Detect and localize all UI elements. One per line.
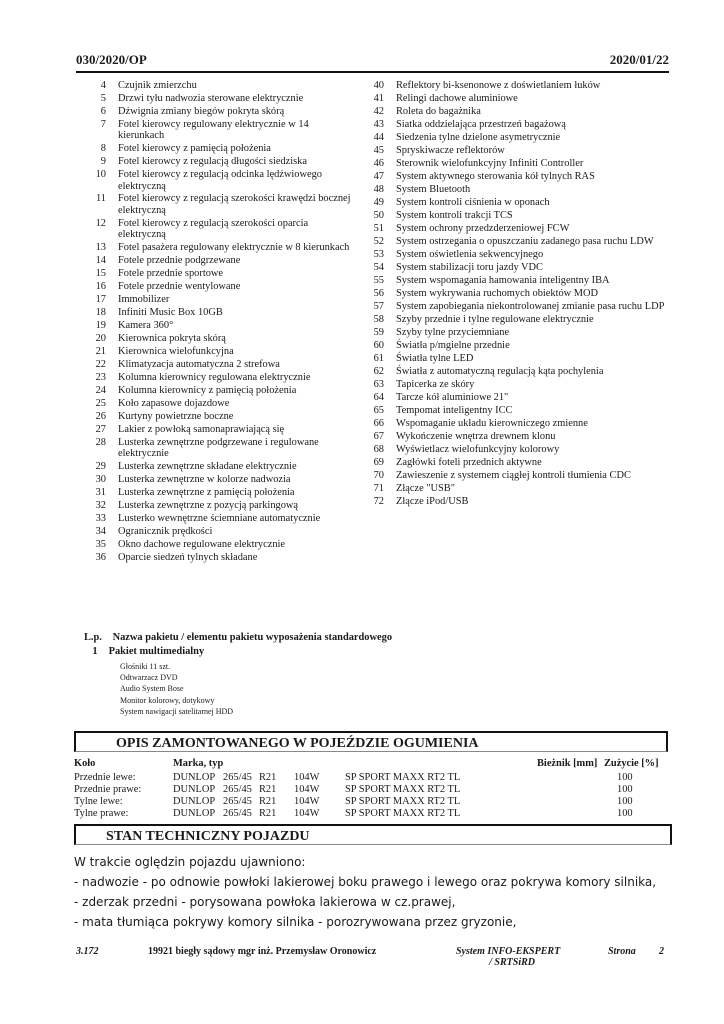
- equipment-item: [84, 268, 354, 279]
- equipment-item: [362, 379, 672, 390]
- equipment-item: [362, 236, 672, 247]
- equipment-item-text: Światła p/mgielne przednie: [396, 339, 510, 351]
- equipment-item: [84, 106, 354, 117]
- equipment-item: [362, 470, 672, 481]
- equipment-item: [84, 255, 354, 266]
- equipment-item-number: 69: [373, 456, 384, 468]
- equipment-item-text: Drzwi tyłu nadwozia sterowane elektrycznie: [118, 92, 304, 104]
- document-number: 030/2020/OP: [76, 52, 147, 67]
- equipment-item-number: 21: [95, 345, 106, 357]
- equipment-item: [362, 392, 672, 403]
- equipment-item-text: Dźwignia zmiany biegów pokryta skórą: [118, 105, 285, 117]
- equipment-item-text: Reflektory bi-ksenonowe z doświetlaniem łuków: [396, 80, 601, 91]
- equipment-item-text: Ogranicznik prędkości: [118, 526, 213, 538]
- equipment-item-text: Zagłówki foteli przednich aktywne: [396, 456, 542, 468]
- equipment-item-number: 10: [95, 169, 106, 181]
- equipment-item-text: Lusterka zewnętrzne składane elektrycznie: [118, 461, 297, 473]
- equipment-item-text: Fotel kierowcy z regulacją szerokości krawędzi bocznej elektryczną: [118, 193, 351, 216]
- equipment-item-text: System ochrony przedzderzeniowej FCW: [396, 222, 570, 234]
- equipment-item: [84, 424, 354, 435]
- equipment-item: [362, 145, 672, 156]
- tire-rim: R21: [259, 796, 277, 807]
- page-header: [76, 52, 669, 70]
- equipment-item: [84, 143, 354, 154]
- equipment-item-number: 53: [373, 248, 384, 260]
- equipment-item-number: 63: [373, 378, 384, 390]
- equipment-item: [362, 262, 672, 273]
- technical-state-findings: [74, 852, 674, 932]
- equipment-item: [84, 359, 354, 370]
- tires-table-body: [74, 772, 668, 820]
- equipment-item: [362, 132, 672, 143]
- equipment-item-text: Lusterka zewnętrzne z pamięcią położenia: [118, 487, 295, 499]
- equipment-item-number: 55: [373, 274, 384, 286]
- equipment-item: [362, 249, 672, 260]
- equipment-list-left: [84, 80, 354, 565]
- equipment-item-number: 7: [100, 118, 106, 130]
- equipment-item: [84, 552, 354, 563]
- equipment-item: [84, 169, 354, 192]
- equipment-item-number: 15: [95, 268, 106, 280]
- tire-load-index: 104W: [294, 772, 320, 783]
- package-items: [120, 661, 233, 717]
- tire-row: [74, 772, 668, 784]
- equipment-item-text: Szyby tylne przyciemniane: [396, 326, 510, 338]
- equipment-item-number: 28: [95, 436, 106, 448]
- equipment-item-number: 31: [95, 487, 106, 499]
- equipment-item-text: Fotel kierowcy z regulacją odcinka lędźwiowego elektryczną: [118, 169, 322, 192]
- equipment-item-number: 8: [100, 143, 106, 155]
- equipment-item-text: System Bluetooth: [396, 183, 471, 195]
- equipment-item-text: Lusterka zewnętrzne w kolorze nadwozia: [118, 474, 291, 486]
- equipment-item-text: Lusterko wewnętrzne ściemniane automatycznie: [118, 513, 321, 525]
- equipment-item: [84, 156, 354, 167]
- equipment-item-number: 68: [373, 443, 384, 455]
- tire-size: 265/45: [223, 772, 252, 783]
- tire-wear: 100: [617, 796, 633, 807]
- equipment-item: [84, 93, 354, 104]
- equipment-item-number: 50: [373, 209, 384, 221]
- technical-state-title-box: [74, 824, 672, 845]
- equipment-item-text: Złącze "USB": [396, 482, 455, 494]
- tire-model: SP SPORT MAXX RT2 TL: [345, 772, 461, 783]
- equipment-item-number: 25: [95, 397, 106, 409]
- equipment-item: [362, 483, 672, 494]
- equipment-item-text: Kurtyny powietrzne boczne: [118, 410, 234, 422]
- equipment-item-text: Światła tylne LED: [396, 352, 474, 364]
- equipment-item-number: 56: [373, 287, 384, 299]
- equipment-item-text: System kontroli trakcji TCS: [396, 209, 513, 221]
- equipment-item-number: 54: [373, 261, 384, 273]
- tires-section-title-box: [74, 731, 668, 752]
- equipment-item-number: 30: [95, 474, 106, 486]
- equipment-item-number: 5: [100, 92, 106, 104]
- equipment-item: [84, 333, 354, 344]
- equipment-item: [362, 275, 672, 286]
- equipment-item-text: System wspomagania hamowania inteligentny IBA: [396, 274, 610, 286]
- packages-lp-label: L.p.: [84, 632, 102, 643]
- equipment-item: [84, 242, 354, 253]
- finding-line: W trakcie oględzin pojazdu ujawniono:: [74, 855, 306, 869]
- tire-brand: DUNLOP: [173, 796, 216, 807]
- equipment-item-number: 42: [373, 105, 384, 117]
- tire-rim: R21: [259, 784, 277, 795]
- equipment-item-number: 58: [373, 313, 384, 325]
- equipment-item: [84, 526, 354, 537]
- equipment-item-number: 23: [95, 371, 106, 383]
- equipment-item: [84, 487, 354, 498]
- equipment-item-text: Fotele przednie podgrzewane: [118, 255, 241, 267]
- equipment-list-right: [362, 80, 672, 508]
- equipment-item-text: System ostrzegania o opuszczaniu zadanego pasa ruchu LDW: [396, 235, 654, 247]
- equipment-item-number: 48: [373, 183, 384, 195]
- equipment-item-number: 70: [373, 469, 384, 481]
- equipment-item-text: Siedzenia tylne dzielone asymetrycznie: [396, 131, 561, 143]
- equipment-item-number: 11: [95, 193, 106, 205]
- tire-size: 265/45: [223, 796, 252, 807]
- equipment-item: [84, 500, 354, 511]
- equipment-item-text: Szyby przednie i tylne regulowane elektrycznie: [396, 313, 594, 325]
- equipment-item: [362, 496, 672, 507]
- equipment-item: [84, 398, 354, 409]
- equipment-item-text: Spryskiwacze reflektorów: [396, 144, 505, 156]
- footer-page-number: 2: [659, 946, 664, 957]
- equipment-item-text: System stabilizacji toru jazdy VDC: [396, 261, 543, 273]
- packages-name-label: Nazwa pakietu / elementu pakietu wyposażenia standardowego: [112, 632, 393, 643]
- tire-rim: R21: [259, 808, 277, 819]
- footer-page-label: Strona: [608, 946, 636, 957]
- equipment-item: [362, 197, 672, 208]
- equipment-item: [362, 418, 672, 429]
- equipment-item: [84, 80, 354, 91]
- equipment-item-number: 24: [95, 384, 106, 396]
- equipment-item: [362, 223, 672, 234]
- finding-line: - mata tłumiąca pokrywy komory silnika - porozrywowana przez gryzonie,: [74, 915, 517, 929]
- equipment-item-number: 14: [95, 255, 106, 267]
- equipment-item-number: 43: [373, 118, 384, 130]
- equipment-item-number: 47: [373, 170, 384, 182]
- equipment-item: [84, 119, 354, 142]
- equipment-item-text: System wykrywania ruchomych obiektów MOD: [396, 287, 599, 299]
- equipment-item: [362, 288, 672, 299]
- equipment-item-text: Lusterka zewnętrzne podgrzewane i regulowane elektrycznie: [118, 436, 319, 460]
- equipment-item: [84, 372, 354, 383]
- equipment-item-number: 19: [95, 319, 106, 331]
- equipment-item-number: 13: [95, 242, 106, 254]
- equipment-item-number: 67: [373, 430, 384, 442]
- equipment-item-text: Kolumna kierownicy regulowana elektrycznie: [118, 371, 311, 383]
- equipment-item-text: Fotel kierowcy regulowany elektrycznie w 14 kierunkach: [118, 118, 309, 142]
- equipment-item-number: 52: [373, 235, 384, 247]
- equipment-item-number: 20: [95, 332, 106, 344]
- tire-wear: 100: [617, 772, 633, 783]
- equipment-item-text: Sterownik wielofunkcyjny Infiniti Controller: [396, 157, 584, 169]
- equipment-item-text: Wykończenie wnętrza drewnem klonu: [396, 430, 556, 442]
- equipment-item-text: Fotel pasażera regulowany elektrycznie w 8 kierunkach: [118, 242, 350, 254]
- equipment-item-number: 66: [373, 417, 384, 429]
- tire-brand: DUNLOP: [173, 784, 216, 795]
- equipment-item-text: Klimatyzacja automatyczna 2 strefowa: [118, 358, 280, 370]
- finding-line: - zderzak przedni - porysowana powłoka lakierowa w cz.prawej,: [74, 895, 456, 909]
- equipment-item-number: 46: [373, 157, 384, 169]
- package-item: Głośniki 11 szt.: [120, 662, 171, 671]
- equipment-item-number: 33: [95, 513, 106, 525]
- footer-code: 3.172: [76, 946, 99, 957]
- equipment-item-number: 49: [373, 196, 384, 208]
- technical-state-title: STAN TECHNICZNY POJAZDU: [106, 829, 310, 844]
- tire-brand: DUNLOP: [173, 772, 216, 783]
- package-item: Odtwarzacz DVD: [120, 673, 178, 683]
- equipment-item-number: 40: [373, 80, 384, 91]
- col-wheel-header: Koło: [74, 758, 96, 769]
- equipment-item: [84, 307, 354, 318]
- equipment-item-text: Oparcie siedzeń tylnych składane: [118, 551, 258, 563]
- equipment-item: [362, 171, 672, 182]
- equipment-item-number: 57: [373, 300, 384, 312]
- equipment-item: [362, 340, 672, 351]
- tire-wear: 100: [617, 784, 633, 795]
- packages-header: [84, 632, 392, 643]
- equipment-item-text: Koło zapasowe dojazdowe: [118, 397, 230, 409]
- footer-author: 19921 biegły sądowy mgr inż. Przemysław Oronowicz: [148, 946, 377, 957]
- equipment-item-text: System zapobiegania niekontrolowanej zmianie pasa ruchu LDP: [396, 300, 665, 312]
- package-item: System nawigacji satelitarnej HDD: [120, 706, 234, 716]
- equipment-item-text: Siatka oddzielająca przestrzeń bagażową: [396, 118, 566, 130]
- equipment-item-number: 51: [373, 222, 384, 234]
- tires-section-title: OPIS ZAMONTOWANEGO W POJEŹDZIE OGUMIENIA: [116, 736, 479, 751]
- equipment-item-text: Wspomaganie układu kierowniczego zmienne: [396, 417, 588, 429]
- equipment-item-number: 29: [95, 461, 106, 473]
- tire-wear: 100: [617, 808, 633, 819]
- equipment-item-text: Kierownica pokryta skórą: [118, 332, 226, 344]
- equipment-item: [84, 513, 354, 524]
- tire-load-index: 104W: [294, 808, 320, 819]
- equipment-item-text: Tapicerka ze skóry: [396, 378, 475, 390]
- equipment-item: [84, 320, 354, 331]
- equipment-item: [362, 444, 672, 455]
- equipment-item-number: 32: [95, 500, 106, 512]
- tire-wheel: Przednie lewe:: [74, 772, 136, 783]
- tire-brand: DUNLOP: [173, 808, 216, 819]
- tire-model: SP SPORT MAXX RT2 TL: [345, 784, 461, 795]
- equipment-item: [84, 294, 354, 305]
- equipment-item: [362, 93, 672, 104]
- equipment-item-number: 61: [373, 352, 384, 364]
- equipment-item-text: Roleta do bagażnika: [396, 105, 481, 117]
- tire-row: [74, 808, 668, 820]
- equipment-item-number: 17: [95, 293, 106, 305]
- equipment-item-text: Immobilizer: [118, 293, 170, 305]
- tire-model: SP SPORT MAXX RT2 TL: [345, 796, 461, 807]
- equipment-item: [84, 474, 354, 485]
- footer-system-line1: System INFO-EKSPERT: [456, 946, 561, 957]
- equipment-item: [84, 346, 354, 357]
- equipment-item-number: 59: [373, 326, 384, 338]
- tire-load-index: 104W: [294, 796, 320, 807]
- equipment-item-number: 62: [373, 365, 384, 377]
- equipment-item: [84, 411, 354, 422]
- equipment-item-number: 22: [95, 358, 106, 370]
- equipment-item: [362, 405, 672, 416]
- equipment-item-text: Okno dachowe regulowane elektrycznie: [118, 539, 286, 550]
- equipment-item-text: Infiniti Music Box 10GB: [118, 306, 223, 318]
- package-number: 1: [92, 646, 98, 657]
- equipment-item-text: Fotele przednie wentylowane: [118, 281, 241, 292]
- equipment-item-number: 26: [95, 410, 106, 422]
- document-date: 2020/01/22: [609, 52, 669, 67]
- tire-row: [74, 796, 668, 808]
- package-item: Monitor kolorowy, dotykowy: [120, 695, 215, 705]
- equipment-item: [84, 218, 354, 241]
- equipment-item-text: Relingi dachowe aluminiowe: [396, 92, 518, 104]
- tires-table-header: [74, 758, 668, 772]
- equipment-item-number: 44: [373, 131, 384, 143]
- equipment-item: [362, 366, 672, 377]
- equipment-item-number: 71: [373, 482, 384, 494]
- equipment-item-number: 6: [100, 105, 106, 117]
- equipment-item-text: Lakier z powłoką samonaprawiającą się: [118, 423, 285, 435]
- equipment-item-text: System aktywnego sterowania kół tylnych RAS: [396, 170, 595, 182]
- equipment-item-text: Czujnik zmierzchu: [118, 80, 197, 91]
- equipment-item-number: 9: [100, 156, 106, 168]
- equipment-item-text: Kierownica wielofunkcyjna: [118, 345, 234, 357]
- equipment-item-number: 64: [373, 391, 384, 403]
- equipment-item-text: Tempomat inteligentny ICC: [396, 404, 513, 416]
- col-tread-header: Bieżnik [mm]: [537, 758, 598, 769]
- equipment-item-number: 36: [95, 551, 106, 563]
- tire-wheel: Przednie prawe:: [74, 784, 142, 795]
- equipment-item-text: Fotel kierowcy z regulacją długości siedziska: [118, 156, 307, 168]
- tire-wheel: Tylne prawe:: [74, 808, 129, 819]
- tire-size: 265/45: [223, 784, 252, 795]
- equipment-item: [84, 437, 354, 460]
- equipment-item: [362, 327, 672, 338]
- equipment-item: [362, 431, 672, 442]
- tire-size: 265/45: [223, 808, 252, 819]
- footer-system: [456, 946, 560, 968]
- package-name: Pakiet multimedialny: [108, 646, 205, 657]
- equipment-item: [362, 314, 672, 325]
- package-row: [84, 646, 204, 657]
- equipment-item: [362, 158, 672, 169]
- equipment-item: [84, 385, 354, 396]
- equipment-item: [362, 106, 672, 117]
- footer-system-line2: / SRTSiRD: [489, 957, 536, 968]
- equipment-item-text: Zawieszenie z systemem ciągłej kontroli tłumienia CDC: [396, 469, 631, 481]
- equipment-item-number: 41: [373, 92, 384, 104]
- equipment-item-text: System oświetlenia sekwencyjnego: [396, 248, 544, 260]
- equipment-item-number: 65: [373, 404, 384, 416]
- equipment-item-number: 60: [373, 339, 384, 351]
- equipment-item-number: 72: [373, 495, 384, 507]
- equipment-item-text: System kontroli ciśnienia w oponach: [396, 196, 550, 208]
- equipment-item: [84, 281, 354, 292]
- equipment-item-text: Światła z automatyczną regulacją kąta pochylenia: [396, 365, 604, 377]
- equipment-item-number: 4: [100, 80, 106, 91]
- equipment-item-text: Wyświetlacz wielofunkcyjny kolorowy: [396, 443, 560, 455]
- equipment-item-text: Fotele przednie sportowe: [118, 268, 224, 280]
- col-brand-header: Marka, typ: [173, 758, 224, 769]
- equipment-item-text: Fotel kierowcy z regulacją szerokości oparcia elektryczną: [118, 217, 309, 241]
- equipment-item-number: 34: [95, 526, 106, 538]
- equipment-item-number: 45: [373, 144, 384, 156]
- equipment-item: [362, 353, 672, 364]
- equipment-item-text: Kolumna kierownicy z pamięcią położenia: [118, 384, 297, 396]
- equipment-item-text: Kamera 360°: [118, 319, 174, 331]
- equipment-item: [84, 193, 354, 216]
- col-wear-header: Zużycie [%]: [604, 758, 659, 769]
- equipment-item-text: Lusterka zewnętrzne z pozycją parkingową: [118, 500, 299, 512]
- finding-line: - nadwozie - po odnowie powłoki lakierowej boku prawego i lewego oraz pokrywa komory silnika,: [74, 875, 657, 889]
- tire-wheel: Tylne lewe:: [74, 796, 123, 807]
- equipment-item: [84, 461, 354, 472]
- equipment-item: [362, 210, 672, 221]
- equipment-item-text: Złącze iPod/USB: [396, 495, 469, 507]
- equipment-item: [362, 457, 672, 468]
- tire-model: SP SPORT MAXX RT2 TL: [345, 808, 461, 819]
- tire-load-index: 104W: [294, 784, 320, 795]
- tire-row: [74, 784, 668, 796]
- equipment-item-number: 16: [95, 281, 106, 292]
- equipment-item-number: 18: [95, 306, 106, 318]
- equipment-item: [362, 80, 672, 91]
- equipment-item: [362, 301, 672, 312]
- equipment-item: [84, 539, 354, 550]
- header-divider: [76, 71, 669, 73]
- package-item: Audio System Bose: [120, 684, 184, 694]
- tire-rim: R21: [259, 772, 277, 783]
- equipment-item-text: Tarcze kół aluminiowe 21": [396, 391, 509, 403]
- equipment-item: [362, 184, 672, 195]
- equipment-item-number: 12: [95, 217, 106, 229]
- equipment-item: [362, 119, 672, 130]
- equipment-item-number: 27: [95, 423, 106, 435]
- equipment-item-text: Fotel kierowcy z pamięcią położenia: [118, 143, 271, 155]
- equipment-item-number: 35: [95, 539, 106, 550]
